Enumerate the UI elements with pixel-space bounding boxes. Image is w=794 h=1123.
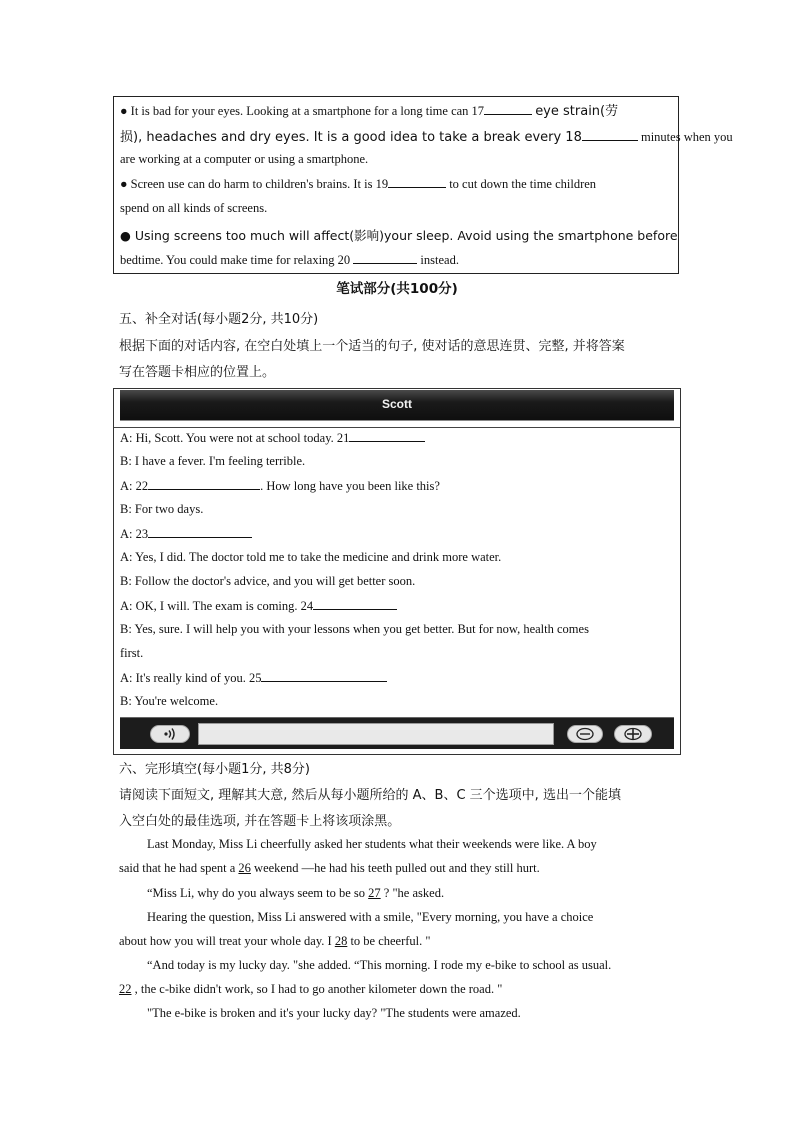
dialogue-line: first. <box>120 646 144 660</box>
question-number-27: 27 <box>368 886 381 900</box>
notes-box <box>113 96 733 274</box>
dialogue-line <box>120 670 387 686</box>
passage-text: , the c-bike didn't work, so I had to go another kilometer down the road. " <box>131 982 503 996</box>
chat-header <box>120 390 674 421</box>
voice-icon[interactable] <box>150 725 190 743</box>
passage-line: “And today is my lucky day. "she added. “This morning. I rode my e-bike to school as usual. <box>147 958 612 972</box>
note-line <box>120 152 368 167</box>
answer-blank-23[interactable] <box>148 526 252 538</box>
plus-icon[interactable] <box>614 725 652 743</box>
dialogue-text: A: OK, I will. The exam is coming. 24 <box>120 599 314 613</box>
answer-blank-20[interactable] <box>353 252 417 264</box>
note-text: bedtime. You could make time for relaxing 20 <box>120 253 351 267</box>
note-text: instead. <box>420 253 459 267</box>
note-text: 损), headaches and dry eyes. It is a good idea to take a break every 18 <box>120 130 582 145</box>
part5-title: 五、补全对话(每小题2分, 共10分) <box>119 312 319 327</box>
answer-blank-21[interactable] <box>349 430 425 442</box>
chat-window <box>113 388 681 755</box>
note-line <box>120 252 459 268</box>
note-line <box>120 126 733 145</box>
passage-text: said that he had spent a <box>119 861 239 875</box>
passage-line: "The e-bike is broken and it's your lucky day? "The students were amazed. <box>147 1006 521 1020</box>
passage-line <box>119 861 540 876</box>
note-line <box>120 100 618 119</box>
message-input[interactable] <box>198 723 554 745</box>
answer-blank-25[interactable] <box>261 670 387 682</box>
dialogue-text: A: It's really kind of you. 25 <box>120 671 262 685</box>
passage-line <box>119 934 431 949</box>
answer-blank-18[interactable] <box>582 129 638 141</box>
note-text: to cut down the time children <box>449 177 597 191</box>
dialogue-text: . How long have you been like this? <box>260 479 440 493</box>
part5-instruction: 根据下面的对话内容, 在空白处填上一个适当的句子, 使对话的意思连贯、完整, 并将答案 <box>119 339 625 354</box>
answer-blank-19[interactable] <box>388 176 446 188</box>
dialogue-line <box>120 526 252 542</box>
dialogue-line: B: For two days. <box>120 502 204 516</box>
emoji-icon[interactable] <box>567 725 603 743</box>
dialogue-line <box>120 478 440 494</box>
part5-instruction: 写在答题卡相应的位置上。 <box>119 365 276 380</box>
question-number-22: 22 <box>119 982 132 996</box>
chat-contact-name: Scott <box>382 397 412 411</box>
passage-line <box>147 886 444 901</box>
note-text: spend on all kinds of screens. <box>120 201 268 215</box>
answer-blank-24[interactable] <box>313 598 397 610</box>
passage-text: “Miss Li, why do you always seem to be so <box>147 886 369 900</box>
dialogue-line <box>120 598 397 614</box>
answer-blank-22[interactable] <box>148 478 260 490</box>
passage-text: weekend —he had his teeth pulled out and they still hurt. <box>250 861 540 875</box>
note-text: minutes when you <box>640 130 733 144</box>
dialogue-text: A: 23 <box>120 527 149 541</box>
section-title: 笔试部分(共100分) <box>336 281 458 297</box>
dialogue-line: B: I have a fever. I'm feeling terrible. <box>120 454 306 468</box>
note-text: ● Using screens too much will affect(影响)your sleep. Avoid using the smartphone before <box>120 228 678 243</box>
dialogue-line: B: You're welcome. <box>120 694 219 708</box>
divider <box>114 427 680 428</box>
chat-input-bar <box>120 717 674 749</box>
note-text: ● Screen use can do harm to children's brains. It is 19 <box>120 177 389 191</box>
answer-blank-17[interactable] <box>484 103 532 115</box>
note-text: eye strain(劳 <box>535 104 619 119</box>
part6-instruction: 入空白处的最佳选项, 并在答题卡上将该项涂黑。 <box>119 814 401 829</box>
question-number-26: 26 <box>238 861 251 875</box>
dialogue-text: A: 22 <box>120 479 149 493</box>
dialogue-line <box>120 430 425 446</box>
note-line <box>120 226 678 244</box>
passage-text: ? "he asked. <box>380 886 445 900</box>
passage-line <box>119 982 502 997</box>
note-text: ● It is bad for your eyes. Looking at a smartphone for a long time can 17 <box>120 104 485 118</box>
note-line <box>120 201 267 216</box>
passage-line: Hearing the question, Miss Li answered with a smile, "Every morning, you have a choice <box>147 910 594 924</box>
question-number-28: 28 <box>334 934 348 948</box>
passage-text: to be cheerful. " <box>347 934 431 948</box>
passage-text: about how you will treat your whole day. I <box>119 934 335 948</box>
note-line <box>120 176 596 192</box>
dialogue-line: B: Yes, sure. I will help you with your lessons when you get better. But for now, health comes <box>120 622 589 636</box>
dialogue-line: B: Follow the doctor's advice, and you will get better soon. <box>120 574 416 588</box>
dialogue-text: A: Hi, Scott. You were not at school today. 21 <box>120 431 350 445</box>
dialogue-line: A: Yes, I did. The doctor told me to take the medicine and drink more water. <box>120 550 502 564</box>
passage-line: Last Monday, Miss Li cheerfully asked her students what their weekends were like. A boy <box>147 837 597 851</box>
note-text: are working at a computer or using a smartphone. <box>120 152 369 166</box>
part6-instruction: 请阅读下面短文, 理解其大意, 然后从每小题所给的 A、B、C 三个选项中, 选出一个能填 <box>119 788 621 803</box>
part6-title: 六、完形填空(每小题1分, 共8分) <box>119 762 310 777</box>
